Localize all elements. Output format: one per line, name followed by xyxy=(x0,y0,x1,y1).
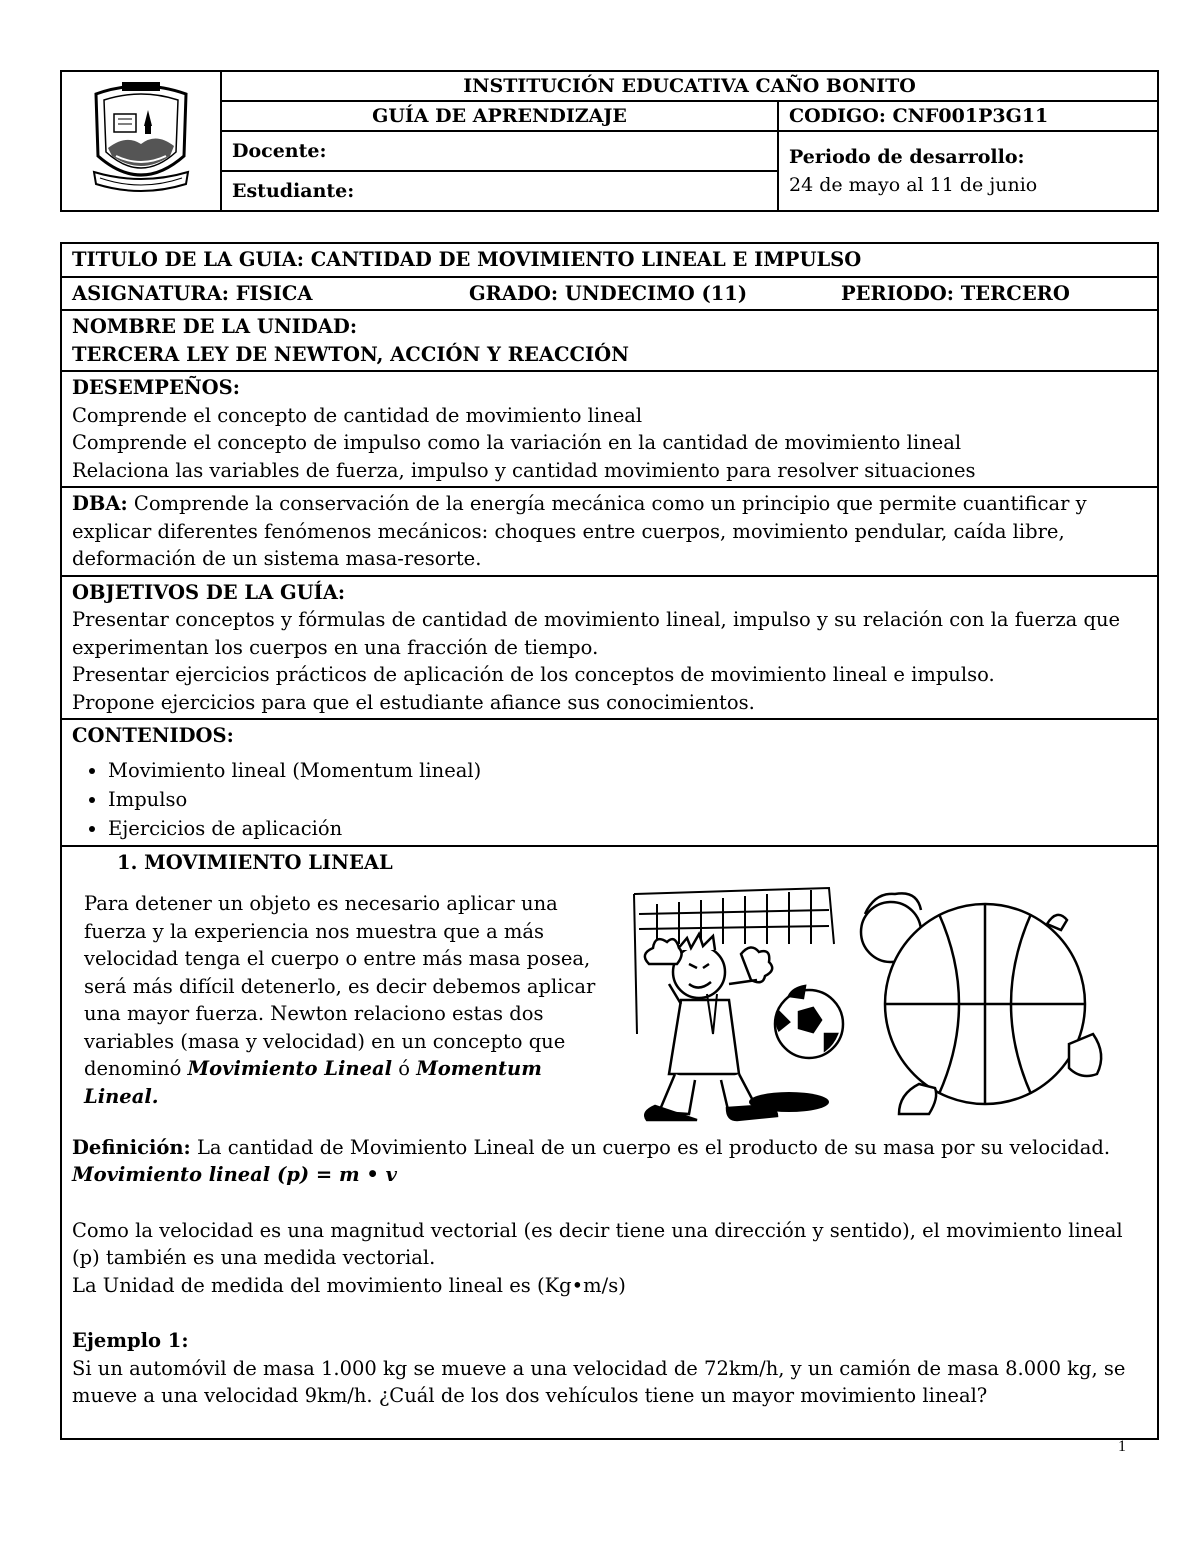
goalkeeper-and-ball-illustration xyxy=(629,884,1109,1124)
objective-item: Propone ejercicios para que el estudiante afiance sus conocimientos. xyxy=(72,690,755,714)
student-field[interactable]: Estudiante: xyxy=(221,171,778,211)
guide-code: CODIGO: CNF001P3G11 xyxy=(778,101,1158,131)
dba-row xyxy=(61,487,1158,576)
definition-label: Definición: xyxy=(72,1135,191,1159)
subject: ASIGNATURA: FISICA xyxy=(72,281,313,305)
section-body xyxy=(61,846,1158,1439)
unit-name: TERCERA LEY DE NEWTON, ACCIÓN Y REACCIÓN xyxy=(72,342,629,366)
period-cell xyxy=(778,131,1158,211)
objective-item: Presentar ejercicios prácticos de aplicación de los conceptos de movimiento lineal e impulso. xyxy=(72,663,995,686)
performance-item: Comprende el concepto de impulso como la variación en la cantidad de movimiento lineal xyxy=(72,431,962,454)
guide-title: TITULO DE LA GUIA: CANTIDAD DE MOVIMIENTO LINEAL E IMPULSO xyxy=(61,243,1158,277)
period: PERIODO: TERCERO xyxy=(841,281,1070,305)
list-item: • Movimiento lineal (Momentum lineal) xyxy=(108,756,1147,785)
performances-label: DESEMPEÑOS: xyxy=(72,376,240,399)
example-text: Si un automóvil de masa 1.000 kg se mueve a una velocidad de 72km/h, y un camión de masa 8.000 kg, se mueve a una velocidad 9km/h. ¿Cuál de los dos vehículos tiene un mayor movimiento lineal? xyxy=(72,1356,1126,1407)
definition-paragraph xyxy=(72,1134,1147,1162)
institution-name: INSTITUCIÓN EDUCATIVA CAÑO BONITO xyxy=(221,71,1158,101)
vector-paragraph: Como la velocidad es una magnitud vectorial (es decir tiene una dirección y sentido), el movimiento lineal (p) también es una medida vectorial. xyxy=(72,1218,1123,1269)
intro-or: ó xyxy=(392,1057,417,1080)
grade: GRADO: UNDECIMO (11) xyxy=(469,281,748,305)
unit-row xyxy=(61,310,1158,371)
teacher-field[interactable]: Docente: xyxy=(221,131,778,171)
school-crest-icon xyxy=(86,76,196,202)
example-label: Ejemplo 1: xyxy=(72,1329,189,1352)
unit-label: NOMBRE DE LA UNIDAD: xyxy=(72,315,358,338)
objective-item: Presentar conceptos y fórmulas de cantidad de movimiento lineal, impulso y su relación con la fuerza que experimentan los cuerpos en una fracción de tiempo. xyxy=(72,608,1121,659)
linear-momentum-formula: Movimiento lineal (p) = m • v xyxy=(72,1163,397,1186)
objectives-row xyxy=(61,576,1158,720)
guide-content-table xyxy=(60,242,1159,1440)
dba-label: DBA: xyxy=(72,492,128,515)
contents-list xyxy=(72,756,1147,843)
definition-text: La cantidad de Movimiento Lineal de un cuerpo es el producto de su masa por su velocidad. xyxy=(190,1135,1111,1159)
performance-item: Relaciona las variables de fuerza, impulso y cantidad movimiento para resolver situaciones xyxy=(72,458,976,482)
performances-row xyxy=(61,371,1158,487)
period-dates: 24 de mayo al 11 de junio xyxy=(789,174,1038,196)
subject-row xyxy=(61,277,1158,311)
guide-type: GUÍA DE APRENDIZAJE xyxy=(221,101,778,131)
term-movimiento-lineal: Movimiento Lineal xyxy=(187,1057,393,1080)
intro-paragraph xyxy=(84,890,599,1110)
illustration xyxy=(629,884,1109,1132)
header-table xyxy=(60,70,1159,212)
intro-text: Para detener un objeto es necesario aplicar una fuerza y la experiencia nos muestra que a más velocidad tenga el cuerpo o entre más masa posea, será más difícil detenerlo, es decir debemos aplicar una mayor fuerza. Newton relaciono estas dos variables (masa y velocidad) en un concepto que denominó xyxy=(84,892,596,1080)
unit-paragraph: La Unidad de medida del movimiento lineal es (Kg•m/s) xyxy=(72,1273,626,1297)
list-item: • Ejercicios de aplicación xyxy=(108,814,1147,843)
list-item: • Impulso xyxy=(108,785,1147,814)
period-label: Periodo de desarrollo: xyxy=(789,146,1025,168)
section-heading: 1. MOVIMIENTO LINEAL xyxy=(117,850,393,874)
objectives-label: OBJETIVOS DE LA GUÍA: xyxy=(72,580,346,604)
page-number: 1 xyxy=(1118,1438,1126,1455)
term-momentum-lineal: Momentum Lineal. xyxy=(84,1057,542,1108)
performance-item: Comprende el concepto de cantidad de movimiento lineal xyxy=(72,403,643,427)
contents-label: CONTENIDOS: xyxy=(72,724,234,747)
contents-row xyxy=(61,719,1158,846)
dba-text: Comprende la conservación de la energía mecánica como un principio que permite cuantificar y explicar diferentes fenómenos mecánicos: choques entre cuerpos, movimiento pendular, caída libre, deformación de un sistema masa-resorte. xyxy=(72,492,1087,570)
school-logo-cell xyxy=(61,71,221,211)
